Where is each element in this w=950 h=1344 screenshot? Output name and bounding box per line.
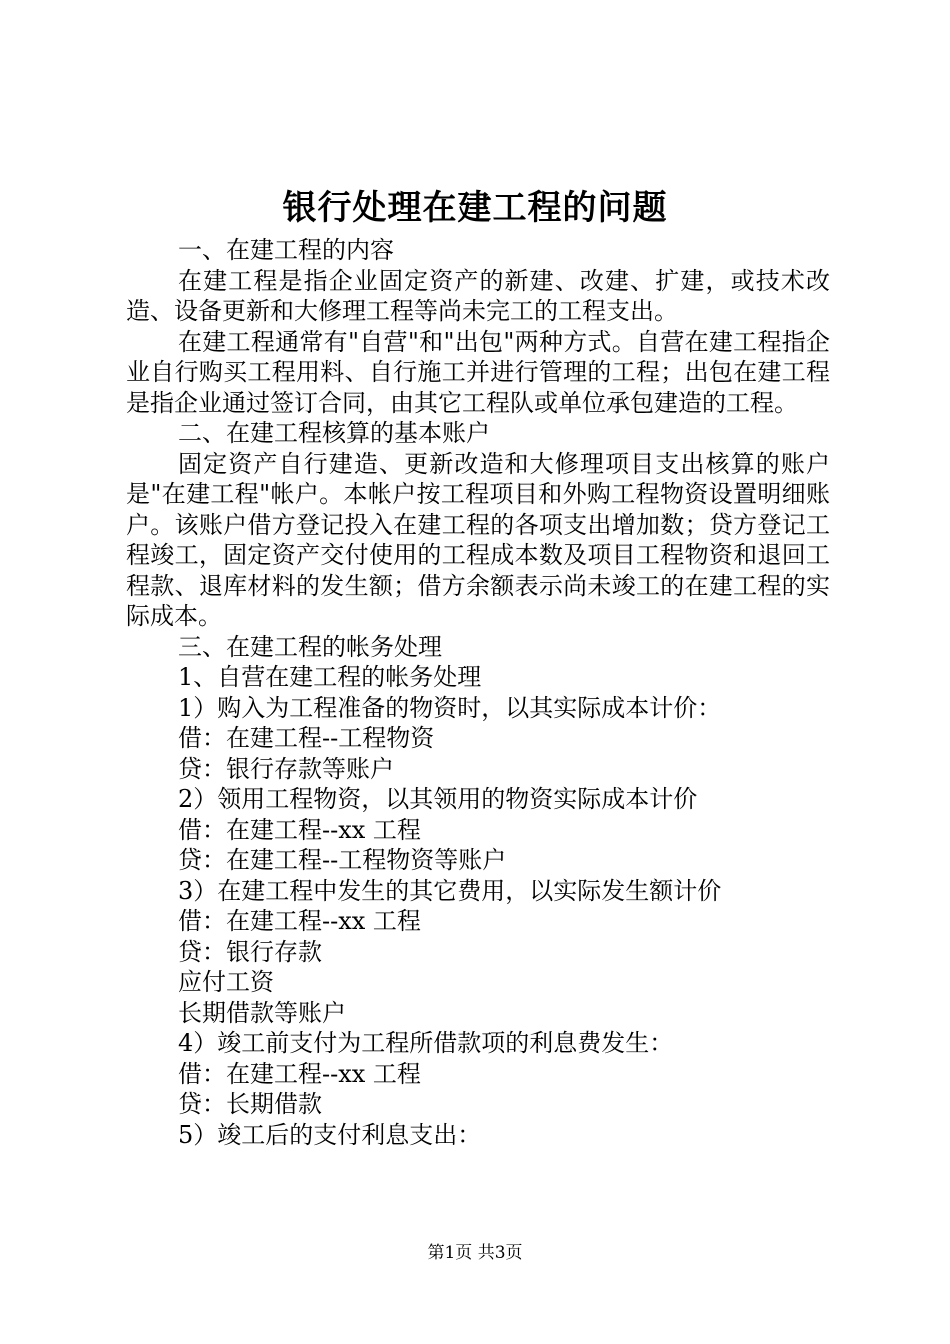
paragraph: 在建工程通常有"自营"和"出包"两种方式。自营在建工程指企业自行购买工程用料、自行施工并进行管理的工程；出包在建工程是指企业通过签订合同，由其它工程队或单位承包建造的工程。 [126, 327, 830, 417]
paragraph: 贷：长期借款 [178, 1090, 322, 1118]
document-title: 银行处理在建工程的问题 [282, 188, 668, 228]
paragraph: 5）竣工后的支付利息支出： [178, 1120, 482, 1149]
paragraph: 贷：银行存款等账户 [178, 754, 394, 783]
paragraph: 借：在建工程--xx 工程 [178, 907, 421, 935]
paragraph: 二、在建工程核算的基本账户 [178, 419, 490, 447]
paragraph: 1、自营在建工程的帐务处理 [178, 663, 482, 691]
paragraph: 2）领用工程物资，以其领用的物资实际成本计价 [178, 785, 698, 813]
paragraph: 固定资产自行建造、更新改造和大修理项目支出核算的账户是"在建工程"帐户。本帐户按工程项目和外购工程物资设置明细账户。该账户借方登记投入在建工程的各项支出增加数；贷方登记工程竣工，固定资产交付使用的工程成本数及项目工程物资和退回工程款、退库材料的发生额；借方余额表示尚未竣工的在建工程的实际成本。 [126, 449, 830, 630]
paragraph: 三、在建工程的帐务处理 [178, 632, 442, 661]
paragraph: 借：在建工程--工程物资 [178, 724, 435, 752]
paragraph: 3）在建工程中发生的其它费用，以实际发生额计价 [178, 876, 722, 905]
paragraph: 一、在建工程的内容 [178, 236, 394, 264]
paragraph: 应付工资 [178, 968, 274, 996]
paragraph: 长期借款等账户 [178, 998, 346, 1027]
page-footer: 第1页 共3页 [427, 1243, 523, 1263]
paragraph: 贷：在建工程--工程物资等账户 [178, 846, 507, 874]
paragraph: 贷：银行存款 [178, 937, 322, 966]
paragraph: 在建工程是指企业固定资产的新建、改建、扩建，或技术改造、设备更新和大修理工程等尚未完工的工程支出。 [126, 266, 830, 325]
paragraph: 借：在建工程--xx 工程 [178, 815, 421, 844]
paragraph: 4）竣工前支付为工程所借款项的利息费发生： [178, 1029, 674, 1057]
document-body [126, 235, 830, 1150]
paragraph: 1）购入为工程准备的物资时，以其实际成本计价： [178, 693, 722, 722]
paragraph: 借：在建工程--xx 工程 [178, 1059, 421, 1088]
